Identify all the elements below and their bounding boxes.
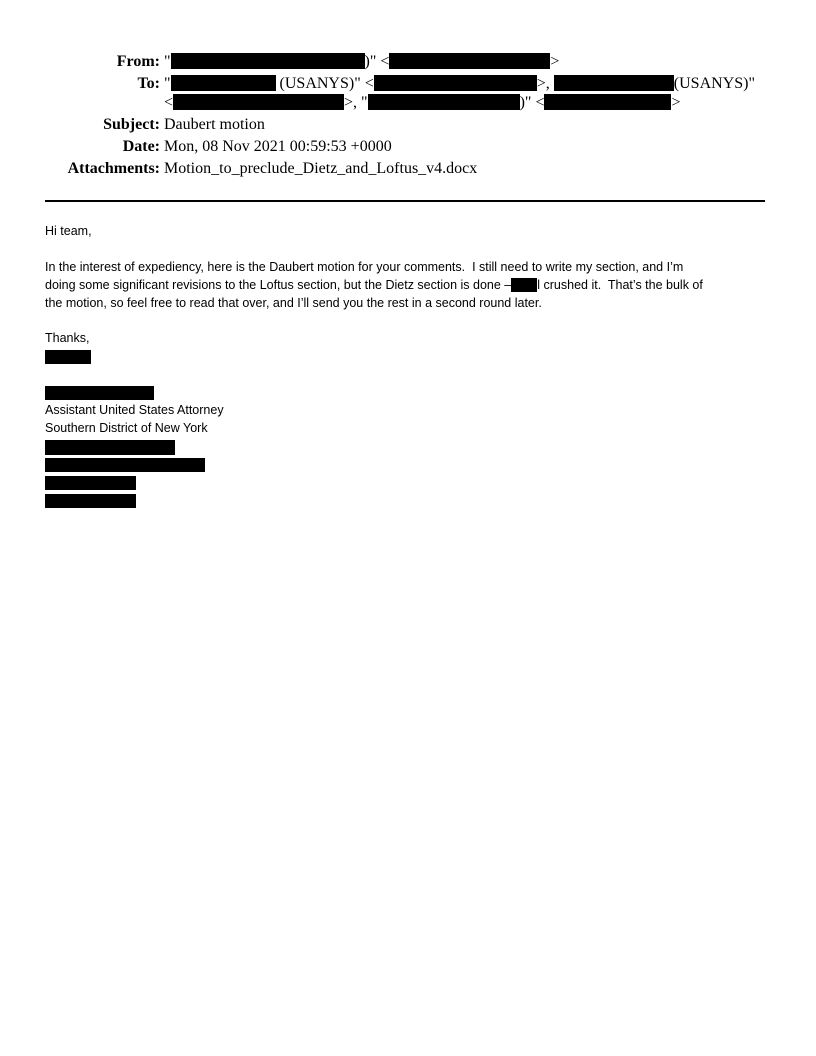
redaction-box xyxy=(45,458,205,472)
redaction-box xyxy=(45,440,175,455)
date-row xyxy=(0,138,816,156)
attachments-row xyxy=(0,160,816,178)
to-text: >, " xyxy=(344,94,368,111)
redaction-box xyxy=(389,53,550,69)
from-text: )" < xyxy=(364,53,390,70)
date-value: Mon, 08 Nov 2021 00:59:53 +0000 xyxy=(164,138,392,155)
from-label: From: xyxy=(116,53,160,70)
redaction-box xyxy=(544,94,671,110)
paragraph-text: doing some significant revisions to the Loftus section, but the Dietz section is done – xyxy=(45,278,512,292)
redaction-box xyxy=(45,494,136,508)
to-value-line1 xyxy=(164,75,755,93)
redaction-box xyxy=(173,94,344,110)
date-label: Date: xyxy=(122,138,160,155)
subject-label: Subject: xyxy=(103,116,160,133)
to-text: (USANYS)" xyxy=(673,75,755,92)
redaction-box xyxy=(554,75,674,91)
redaction-box xyxy=(374,75,537,91)
redaction-box xyxy=(45,476,136,490)
to-row-continued xyxy=(0,94,816,112)
paragraph-line xyxy=(45,276,703,294)
from-text: " xyxy=(164,53,171,70)
redaction-box xyxy=(171,53,365,69)
closing: Thanks, xyxy=(45,331,90,345)
from-row xyxy=(0,53,816,71)
to-text: >, xyxy=(536,75,554,92)
from-text: > xyxy=(550,53,560,70)
to-text: > xyxy=(671,94,681,111)
to-text: " xyxy=(164,75,171,92)
to-value-line2 xyxy=(164,94,681,112)
to-label: To: xyxy=(137,75,160,92)
signature-office: Southern District of New York xyxy=(45,421,208,435)
signature-title: Assistant United States Attorney xyxy=(45,403,224,417)
to-text: < xyxy=(164,94,174,111)
subject-value: Daubert motion xyxy=(164,116,265,133)
redaction-box xyxy=(368,94,520,110)
attachments-label: Attachments: xyxy=(67,160,160,177)
paragraph-line: the motion, so feel free to read that over, and I’ll send you the rest in a second round later. xyxy=(45,296,542,310)
greeting: Hi team, xyxy=(45,224,92,238)
to-text: (USANYS)" < xyxy=(275,75,374,92)
redaction-box xyxy=(171,75,276,91)
to-row xyxy=(0,75,816,93)
paragraph-text: l crushed it. That’s the bulk of xyxy=(537,278,703,292)
subject-row xyxy=(0,116,816,134)
attachment-filename: Motion_to_preclude_Dietz_and_Loftus_v4.docx xyxy=(164,160,478,177)
header-divider xyxy=(45,200,765,202)
to-text: )" < xyxy=(519,94,545,111)
paragraph-line: In the interest of expediency, here is the Daubert motion for your comments. I still need to write my section, and I’m xyxy=(45,260,684,274)
redaction-box xyxy=(45,350,91,364)
redaction-box xyxy=(511,278,537,292)
from-value xyxy=(164,53,559,71)
redaction-box xyxy=(45,386,154,400)
